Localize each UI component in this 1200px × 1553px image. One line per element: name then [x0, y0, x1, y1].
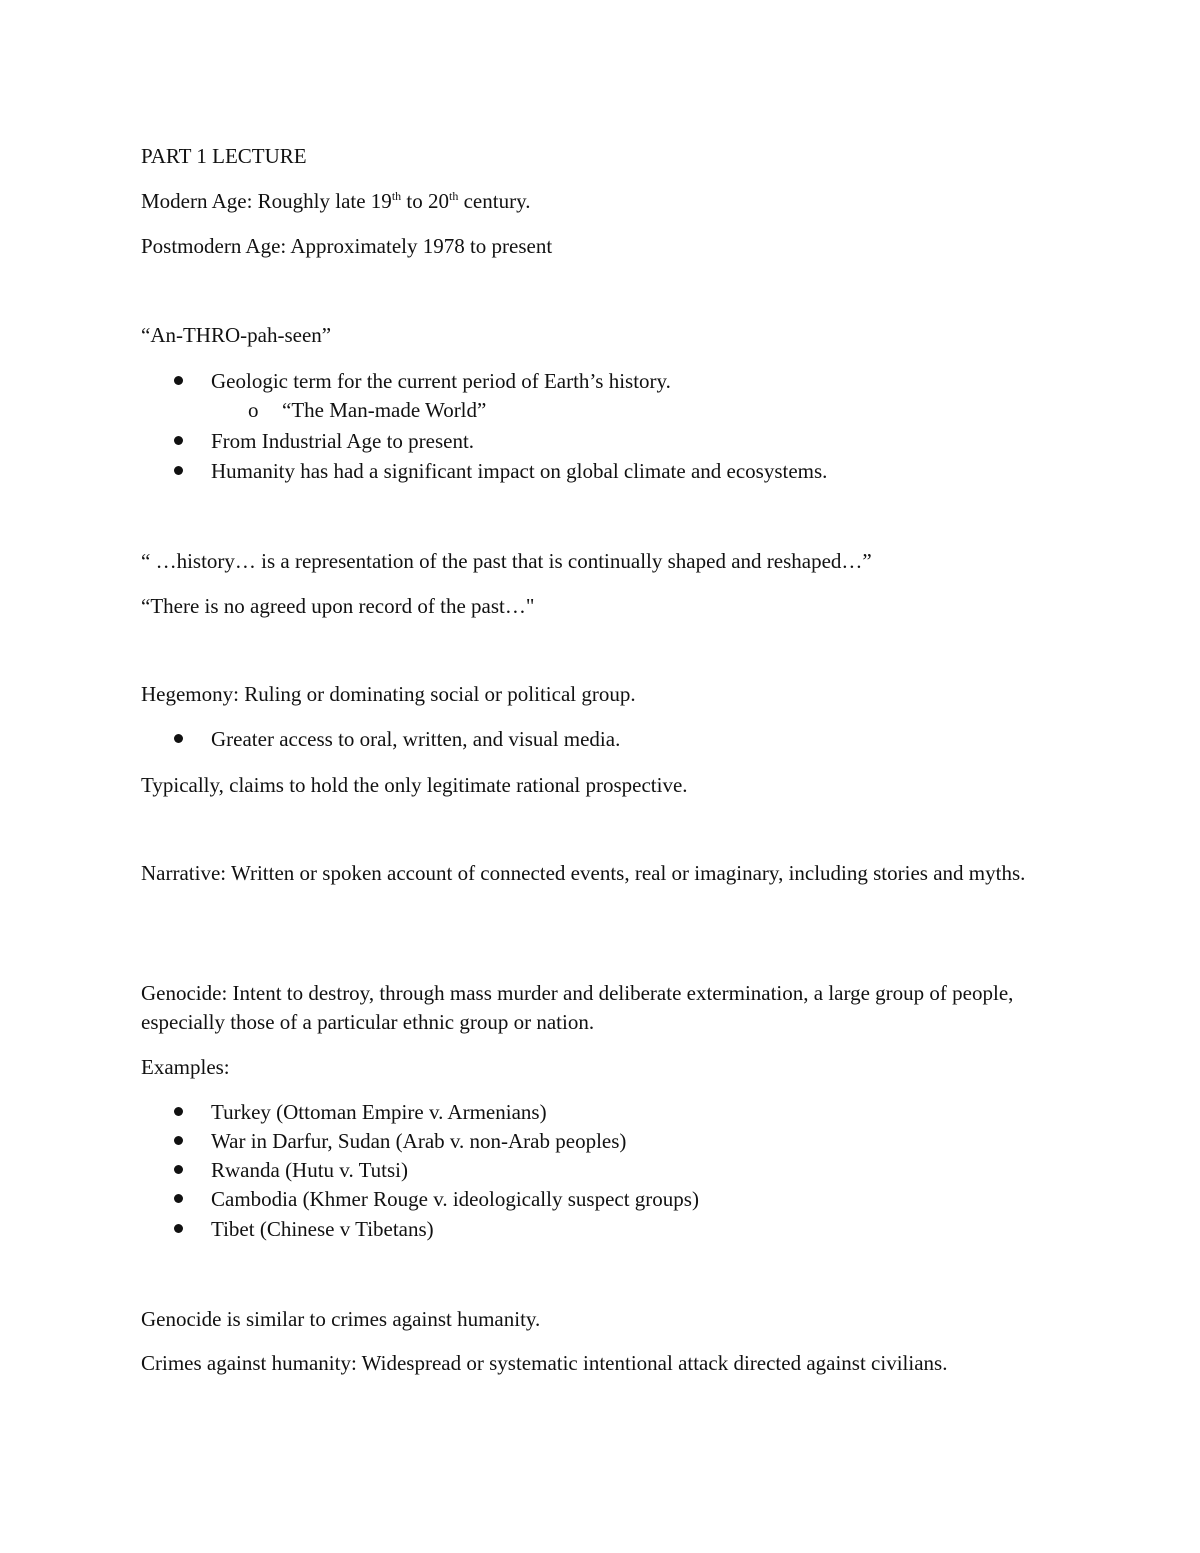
- bullet-dot: [174, 436, 183, 445]
- modern-age-text-2: to 20: [401, 189, 449, 213]
- modern-age-superscript-2: th: [449, 189, 459, 203]
- examples-label: Examples:: [141, 1055, 230, 1079]
- anthropocene-heading: “An-THRO-pah-seen”: [141, 323, 332, 347]
- bullet-dot: [174, 466, 183, 475]
- genocide-example-3: Rwanda (Hutu v. Tutsi): [211, 1158, 408, 1182]
- modern-age-text-1: Modern Age: Roughly late 19: [141, 189, 392, 213]
- document-title: PART 1 LECTURE: [141, 144, 307, 168]
- bullet-dot: [174, 1107, 183, 1116]
- bullet-dot: [174, 734, 183, 743]
- bullet-dot: [174, 1224, 183, 1233]
- modern-age-line: [141, 188, 530, 214]
- hegemony-bullet: Greater access to oral, written, and visual media.: [211, 727, 621, 751]
- bullet-dot: [174, 1136, 183, 1145]
- anthropocene-sub-bullet: “The Man-made World”: [282, 398, 487, 422]
- narrative-definition: Narrative: Written or spoken account of connected events, real or imaginary, including stories and myths.: [141, 861, 1026, 885]
- crimes-against-humanity-definition: Crimes against humanity: Widespread or systematic intentional attack directed against civilians.: [141, 1351, 948, 1375]
- genocide-example-5: Tibet (Chinese v Tibetans): [211, 1217, 434, 1241]
- postmodern-age-line: Postmodern Age: Approximately 1978 to present: [141, 234, 553, 258]
- modern-age-text-3: century.: [458, 189, 531, 213]
- anthropocene-bullet-3: Humanity has had a significant impact on global climate and ecosystems.: [211, 459, 828, 483]
- anthropocene-bullet-1: Geologic term for the current period of Earth’s history.: [211, 369, 671, 393]
- hegemony-definition: Hegemony: Ruling or dominating social or political group.: [141, 682, 636, 706]
- anthropocene-bullet-2: From Industrial Age to present.: [211, 429, 475, 453]
- genocide-example-2: War in Darfur, Sudan (Arab v. non-Arab peoples): [211, 1129, 627, 1153]
- bullet-dot: [174, 1194, 183, 1203]
- genocide-example-4: Cambodia (Khmer Rouge v. ideologically suspect groups): [211, 1187, 699, 1211]
- genocide-example-1: Turkey (Ottoman Empire v. Armenians): [211, 1100, 547, 1124]
- modern-age-superscript-1: th: [391, 189, 402, 203]
- genocide-similar-line: Genocide is similar to crimes against humanity.: [141, 1307, 541, 1331]
- bullet-dot: [174, 376, 183, 385]
- record-quote: “There is no agreed upon record of the past…": [141, 594, 535, 618]
- bullet-dot: [174, 1165, 183, 1174]
- sub-bullet-marker: o: [248, 398, 259, 422]
- genocide-definition: Genocide: Intent to destroy, through mass murder and deliberate extermination, a large group of people, especially those of a particular ethnic group or nation.: [141, 981, 1014, 1034]
- hegemony-note: Typically, claims to hold the only legitimate rational prospective.: [141, 773, 688, 797]
- history-quote: “ …history… is a representation of the past that is continually shaped and reshaped…”: [141, 549, 872, 573]
